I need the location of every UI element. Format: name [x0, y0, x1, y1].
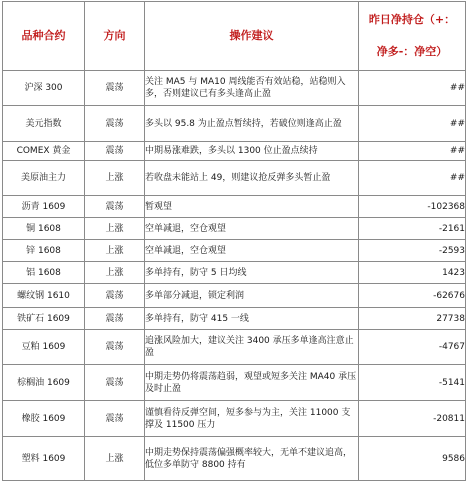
advice: 空单减退，空仓观望	[145, 240, 359, 262]
header-position-line1: 昨日净持仓（+：	[368, 13, 456, 26]
contract-name: 美元指数	[3, 106, 85, 142]
table-row	[3, 284, 466, 308]
contract-name: 沥青 1609	[3, 196, 85, 218]
table-row	[3, 142, 466, 161]
contract-name: 沪深 300	[3, 71, 85, 106]
net-position: ##	[359, 142, 466, 161]
header-advice: 操作建议	[145, 2, 359, 71]
direction: 震荡	[85, 196, 145, 218]
net-position: ##	[359, 161, 466, 196]
table-row	[3, 365, 466, 401]
net-position: ##	[359, 106, 466, 142]
direction: 震荡	[85, 308, 145, 330]
advice: 中期易涨难跌，多头以 1300 位止盈点续持	[145, 142, 359, 161]
table-row	[3, 161, 466, 196]
header-row	[3, 2, 466, 71]
contract-name: COMEX 黄金	[3, 142, 85, 161]
advice: 关注 MA5 与 MA10 周线能否有效站稳，站稳则入多，否则建议已有多头逢高止盈	[145, 71, 359, 106]
advice: 暂观望	[145, 196, 359, 218]
direction: 上涨	[85, 240, 145, 262]
direction: 震荡	[85, 365, 145, 401]
net-position: 27738	[359, 308, 466, 330]
header-direction: 方向	[85, 2, 145, 71]
net-position: 9586	[359, 437, 466, 481]
futures-advice-table	[2, 1, 466, 481]
direction: 震荡	[85, 142, 145, 161]
direction: 震荡	[85, 106, 145, 142]
table-row	[3, 196, 466, 218]
net-position: -62676	[359, 284, 466, 308]
net-position: -4767	[359, 330, 466, 365]
table-row	[3, 401, 466, 437]
direction: 震荡	[85, 71, 145, 106]
net-position: -5141	[359, 365, 466, 401]
advice: 多单持有，防守 5 日均线	[145, 262, 359, 284]
net-position: -2161	[359, 218, 466, 240]
table-row	[3, 106, 466, 142]
table-row	[3, 308, 466, 330]
contract-name: 塑料 1609	[3, 437, 85, 481]
advice: 追涨风险加大，建议关注 3400 承压多单逢高注意止盈	[145, 330, 359, 365]
contract-name: 铜 1608	[3, 218, 85, 240]
direction: 震荡	[85, 330, 145, 365]
contract-name: 螺纹钢 1610	[3, 284, 85, 308]
contract-name: 棕榈油 1609	[3, 365, 85, 401]
advice: 多头以 95.8 为止盈点暂续持，若破位则逢高止盈	[145, 106, 359, 142]
table-row	[3, 437, 466, 481]
contract-name: 铝 1608	[3, 262, 85, 284]
direction: 上涨	[85, 218, 145, 240]
net-position: 1423	[359, 262, 466, 284]
contract-name: 橡胶 1609	[3, 401, 85, 437]
advice: 谨慎看待反弹空间，短多参与为主，关注 11000 支撑及 11500 压力	[145, 401, 359, 437]
table-row	[3, 218, 466, 240]
net-position: ##	[359, 71, 466, 106]
advice: 多单持有，防守 415 一线	[145, 308, 359, 330]
advice: 空单减退，空仓观望	[145, 218, 359, 240]
header-name: 品种合约	[3, 2, 85, 71]
table-row	[3, 71, 466, 106]
direction: 上涨	[85, 161, 145, 196]
direction: 震荡	[85, 284, 145, 308]
net-position: -20811	[359, 401, 466, 437]
table-row	[3, 262, 466, 284]
net-position: -2593	[359, 240, 466, 262]
header-position	[359, 2, 466, 71]
contract-name: 铁矿石 1609	[3, 308, 85, 330]
advice: 多单部分减退，锁定利润	[145, 284, 359, 308]
header-position-line2: 净多-：净空）	[376, 45, 448, 58]
table-row	[3, 240, 466, 262]
contract-name: 锌 1608	[3, 240, 85, 262]
advice: 中期走势保持震荡偏强概率较大，无单不建议追高，低位多单防守 8800 持有	[145, 437, 359, 481]
advice: 中期走势仍将震荡趋弱，观望或短多关注 MA40 承压及时止盈	[145, 365, 359, 401]
direction: 上涨	[85, 262, 145, 284]
contract-name: 美原油主力	[3, 161, 85, 196]
direction: 震荡	[85, 401, 145, 437]
contract-name: 豆粕 1609	[3, 330, 85, 365]
net-position: -102368	[359, 196, 466, 218]
direction: 上涨	[85, 437, 145, 481]
advice: 若收盘未能站上 49，则建议抢反弹多头暂止盈	[145, 161, 359, 196]
table-row	[3, 330, 466, 365]
